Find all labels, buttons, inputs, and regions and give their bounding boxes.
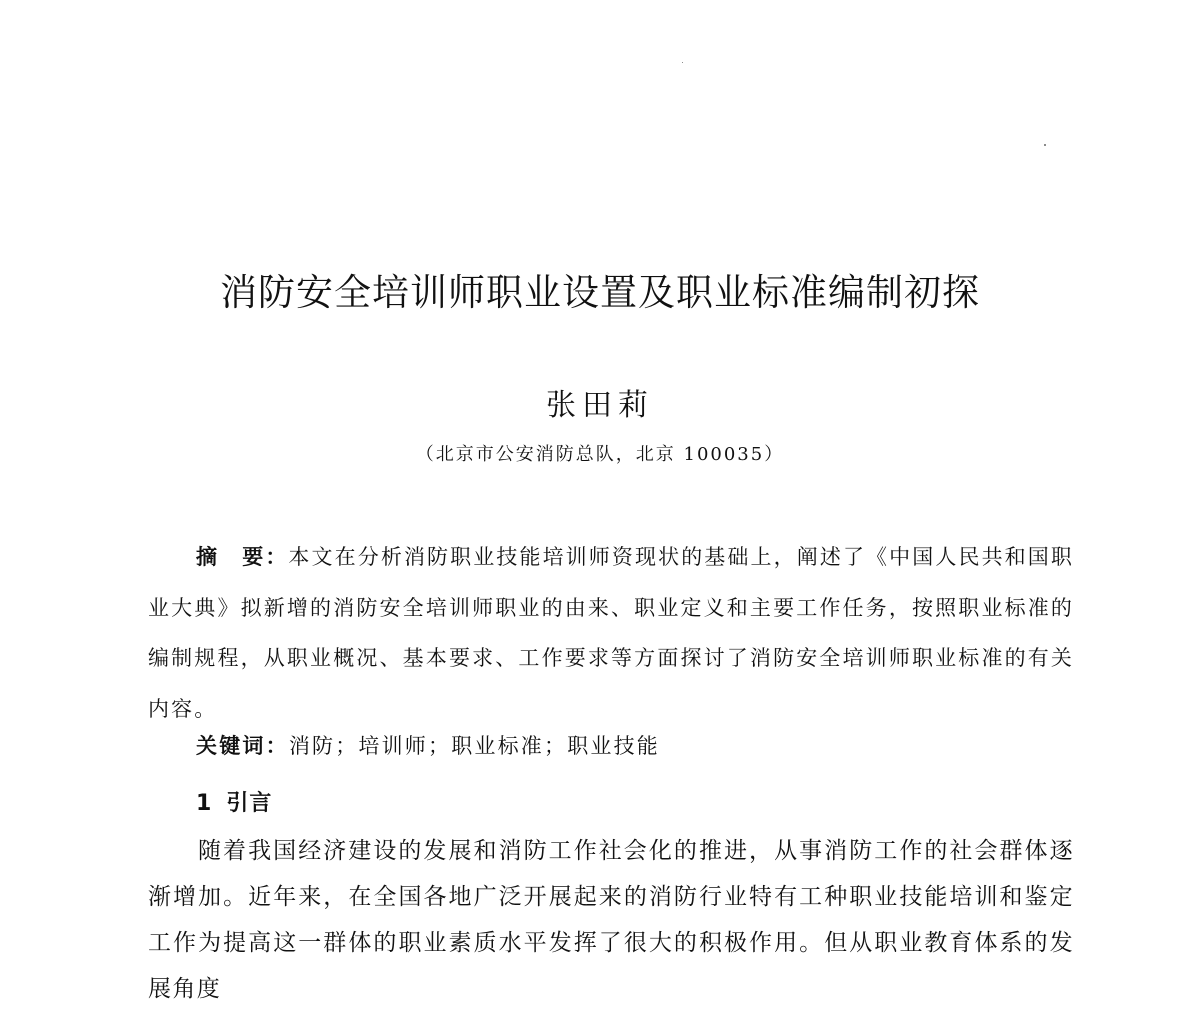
section-heading bbox=[196, 786, 272, 817]
author-name: 张田莉 bbox=[546, 388, 654, 423]
scan-speck bbox=[1044, 144, 1046, 146]
scan-speck bbox=[682, 62, 683, 63]
abstract-text: 本文在分析消防职业技能培训师资现状的基础上，阐述了《中国人民共和国职业大典》拟新增的消防安全培训师职业的由来、职业定义和主要工作任务，按照职业标准的编制规程，从职业概况、基本要求、工作要求等方面探讨了消防安全培训师职业标准的有关内容。 bbox=[148, 545, 1074, 721]
keywords-label: 关键词： bbox=[196, 734, 289, 758]
section-number: 1 bbox=[196, 791, 213, 816]
body-paragraph: 随着我国经济建设的发展和消防工作社会化的推进，从事消防工作的社会群体逐渐增加。近年来，在全国各地广泛开展起来的消防行业特有工种职业技能培训和鉴定工作为提高这一群体的职业素质水平发挥了很大的积极作用。但从职业教育体系的发展角度 bbox=[148, 838, 1074, 1002]
author-affiliation: （北京市公安消防总队，北京 100035） bbox=[415, 444, 785, 465]
paper-title: 消防安全培训师职业设置及职业标准编制初探 bbox=[220, 271, 980, 314]
keywords-text: 消防；培训师；职业标准；职业技能 bbox=[288, 734, 661, 758]
section-title: 引言 bbox=[226, 791, 273, 816]
abstract-label: 摘 要： bbox=[196, 545, 289, 569]
keywords bbox=[196, 730, 660, 760]
abstract bbox=[148, 532, 1074, 734]
